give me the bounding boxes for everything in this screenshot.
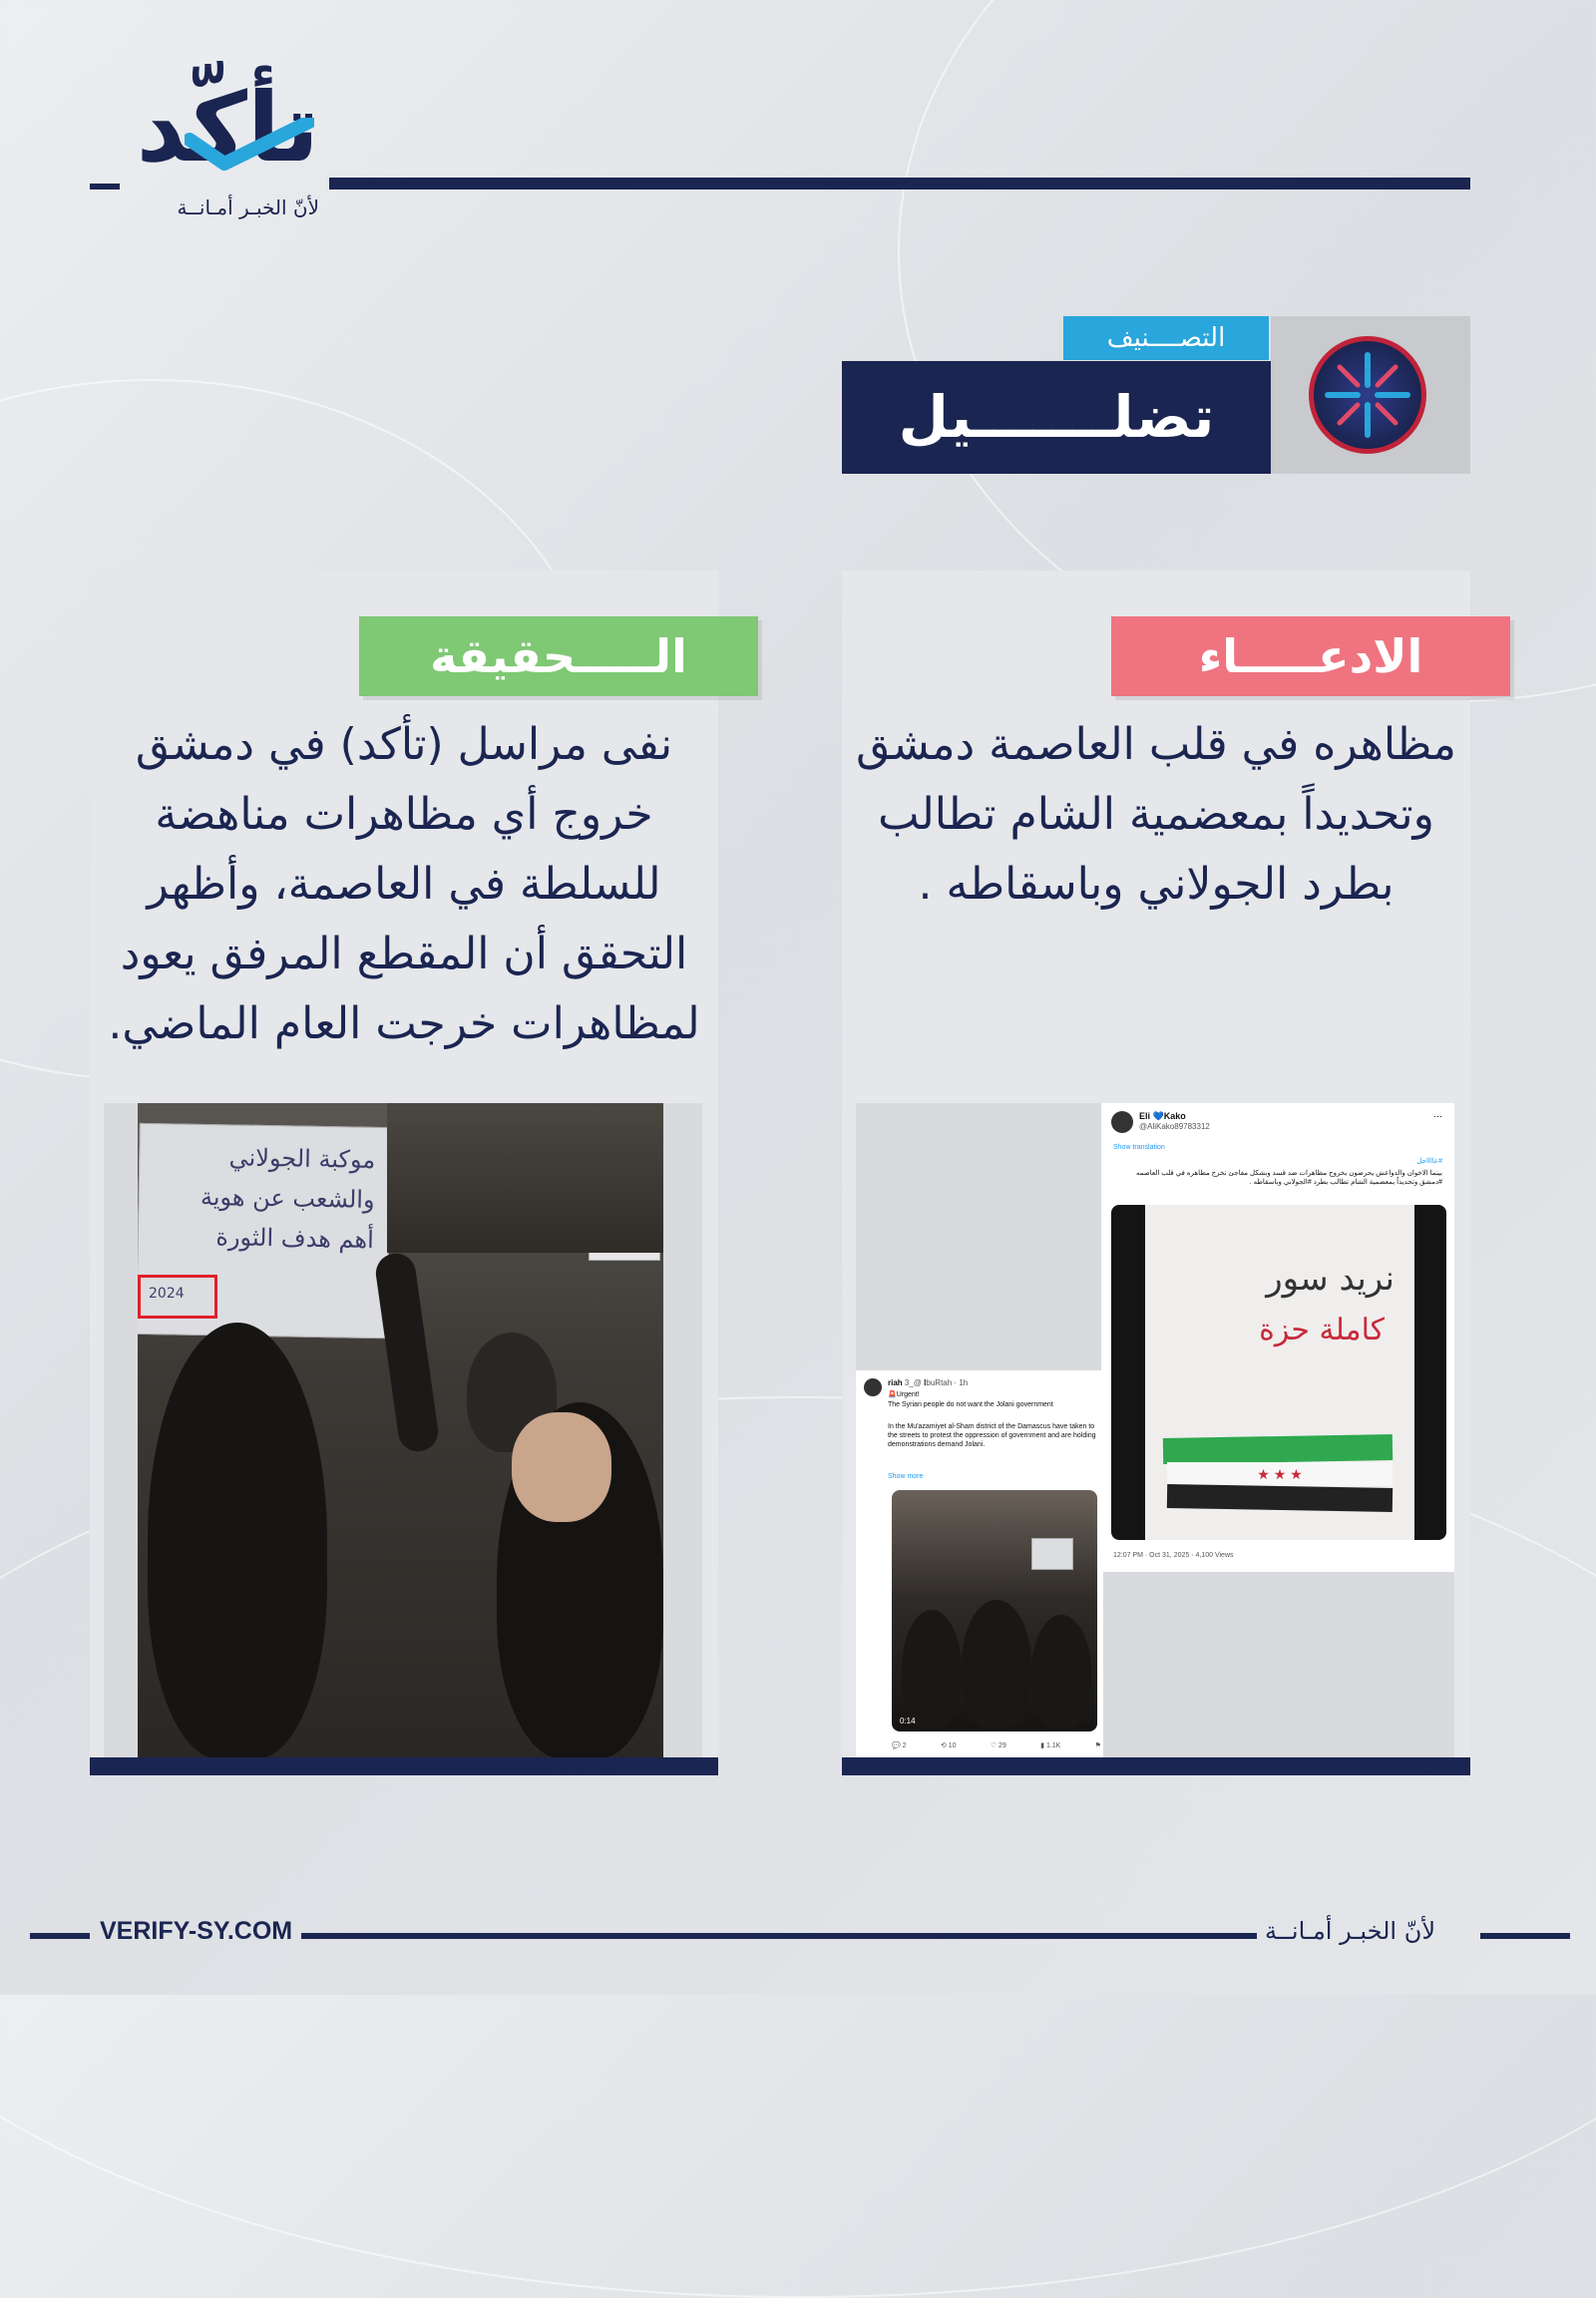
reply-count: 2 <box>902 1742 907 1749</box>
fact-panel-footer-bar <box>90 1757 718 1775</box>
tweet-author-name: Eli 💙Kako <box>1139 1111 1186 1121</box>
check-icon <box>185 118 314 178</box>
sign-line-2: والشعب عن هوية <box>200 1182 375 1214</box>
avatar <box>864 1378 882 1396</box>
tweet-author-handle: @_3buRtah · 1h <box>904 1378 969 1387</box>
logo-tagline: لأنّ الخبـر أمـانــة <box>177 195 319 219</box>
claim-screenshots <box>856 1103 1454 1759</box>
classification-label: التصــــنيف <box>1063 316 1269 360</box>
crowd-shape <box>1031 1615 1091 1729</box>
avatar <box>1111 1111 1133 1133</box>
video-sign <box>1031 1538 1073 1570</box>
views-icon[interactable]: ▮ 1.1K <box>1040 1742 1061 1749</box>
tweet-card-main <box>1101 1103 1454 1572</box>
show-translation-link[interactable]: Show translation <box>1113 1144 1165 1151</box>
tweet-line-2: In the Mu'azamiyet al-Sham district of the Damascus have taken to the streets to protest the oppression of government and are holding demonstrations demand Jolani. <box>888 1423 1096 1448</box>
sign-line-1: موكبة الجولاني <box>228 1143 376 1174</box>
header-dash <box>90 184 120 190</box>
face-shape <box>512 1412 611 1522</box>
flag-white-stripe: ★ ★ ★ <box>1167 1462 1393 1486</box>
classification-badge-box <box>1271 316 1470 474</box>
misleading-badge-icon <box>1309 336 1426 454</box>
tweet-card-secondary <box>856 1370 1103 1759</box>
footer-dash-right <box>1480 1933 1570 1939</box>
raised-arm <box>373 1251 440 1454</box>
footer-dash-left <box>30 1933 90 1939</box>
date-mark: 2024 <box>149 1286 185 1302</box>
classification-value: تضلـــــــيل <box>842 361 1271 474</box>
flag-green-stripe <box>1163 1434 1393 1464</box>
reply-icon[interactable]: 💬 2 <box>892 1742 907 1749</box>
footer-rule <box>301 1933 1257 1939</box>
tweet-video[interactable] <box>892 1490 1097 1731</box>
fact-photo <box>138 1103 663 1759</box>
claim-tag: الادعـــــاء <box>1111 616 1510 696</box>
video-duration: 0:14 <box>900 1717 916 1725</box>
brand-logo <box>130 60 319 219</box>
tweet-text: بينما الاخوان والدواعش يحرضون بخروج مظاهرات ضد قسد وبشكل مفاجئ تخرج مظاهره في قلب العاصمه #دمشق وتحديداً بمعضمية الشام تطالب بطرد #الجولاني وباسقاطه . <box>1135 1170 1442 1186</box>
crowd-shape <box>902 1610 962 1729</box>
tweet-author-name: riah ا <box>888 1378 927 1387</box>
date-highlight-box <box>138 1275 217 1319</box>
flag-black-stripe <box>1167 1484 1393 1512</box>
show-more-link[interactable]: Show more <box>888 1473 924 1480</box>
fact-panel <box>90 571 718 1775</box>
more-icon[interactable]: ⋯ <box>1433 1111 1442 1121</box>
tweet-urgent: 🚨Urgent! <box>888 1391 920 1398</box>
tweet-actions <box>892 1741 1101 1749</box>
protest-sign <box>1145 1205 1414 1540</box>
like-count: 29 <box>998 1742 1006 1749</box>
fact-photo-frame <box>104 1103 702 1759</box>
bookmark-icon[interactable]: ⚑ <box>1094 1742 1101 1749</box>
like-icon[interactable]: ♡ 29 <box>990 1742 1006 1749</box>
fact-text: نفى مراسل (تأكد) في دمشق خروج أي مظاهرات مناهضة للسلطة في العاصمة، وأظهر التحقق أن المقطع المرفق يعود لمظاهرات خرجت العام الماضي. <box>108 719 700 1049</box>
repost-icon[interactable]: ⟲ 10 <box>940 1742 957 1749</box>
footer-tagline: لأنّ الخبـر أمـانــة <box>1265 1917 1436 1945</box>
logo-wordmark: تأكّد <box>136 72 319 184</box>
claim-panel <box>842 571 1470 1775</box>
claim-text: مظاهره في قلب العاصمة دمشق وتحديداً بمعضمية الشام تطالب بطرد الجولاني وباسقاطه . <box>856 719 1456 910</box>
tweet-line-1: The Syrian people do not want the Jolani government <box>888 1401 1053 1408</box>
sign-line-3: أهم هدف الثورة <box>215 1223 375 1254</box>
crowd-shape <box>148 1323 327 1759</box>
tweet-media[interactable] <box>1111 1205 1446 1540</box>
building-facade <box>387 1103 663 1253</box>
tweet-author-handle: @AliKako89783312 <box>1139 1122 1210 1131</box>
crowd-shape <box>962 1600 1031 1729</box>
footer-url[interactable]: VERIFY-SY.COM <box>100 1917 293 1945</box>
header-rule <box>329 178 1470 190</box>
fact-tag: الـــــحقيقة <box>359 616 758 696</box>
tweet-meta: 12:07 PM · Oct 31, 2025 · 4,100 Views <box>1113 1552 1234 1559</box>
repost-count: 10 <box>948 1742 957 1749</box>
sign-line-2: كاملة حزة <box>1259 1313 1385 1347</box>
tweet-hashtag[interactable]: #عااااجل <box>1416 1158 1442 1165</box>
sign-line-1: نريد سور <box>1266 1259 1395 1299</box>
claim-panel-footer-bar <box>842 1757 1470 1775</box>
views-count: 1.1K <box>1045 1742 1061 1749</box>
